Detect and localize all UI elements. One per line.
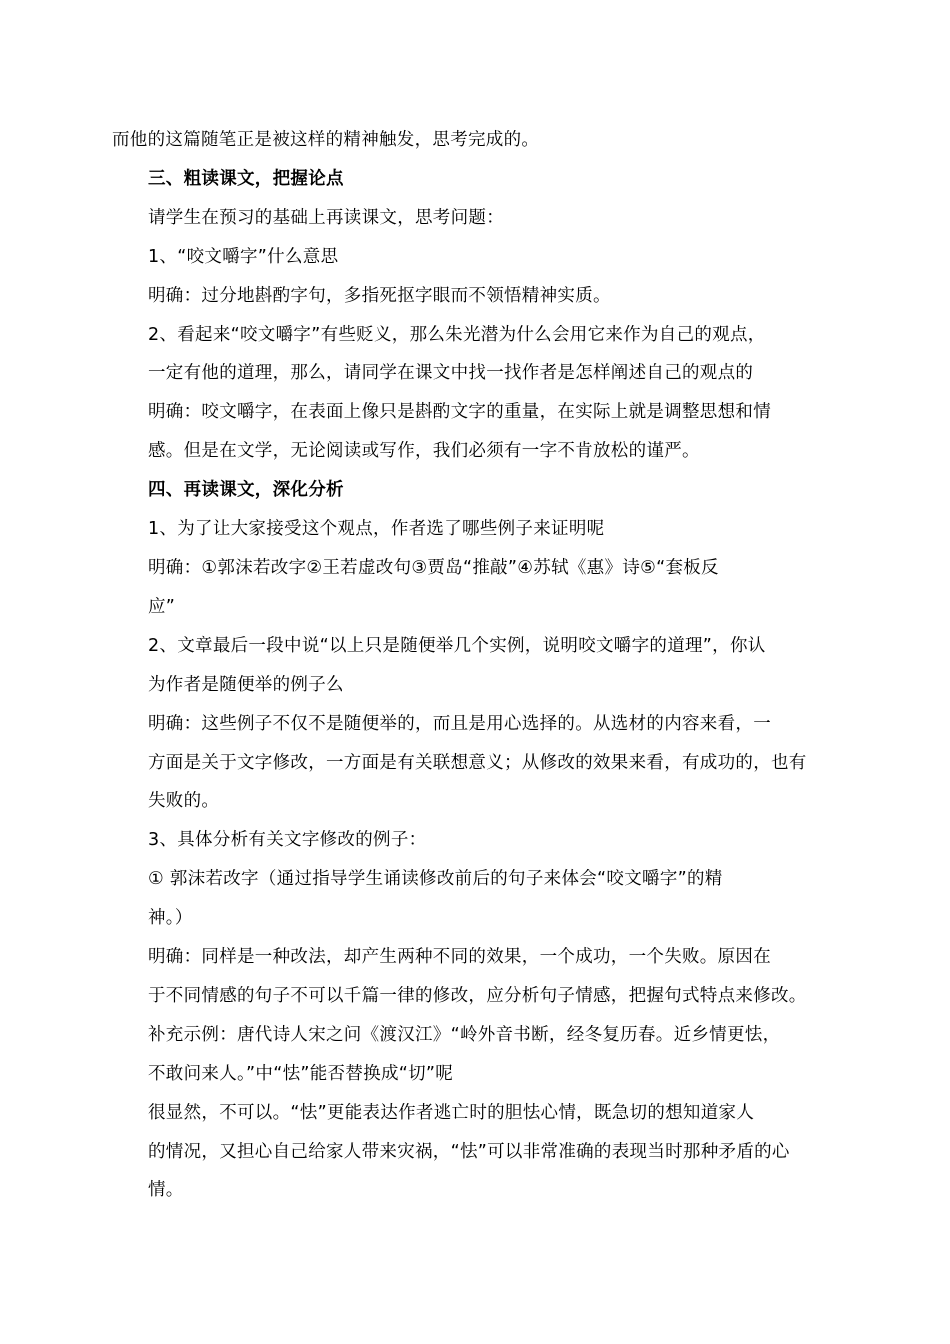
paragraph [112,393,838,471]
paragraph [112,121,838,160]
paragraph [112,277,838,316]
text-line: 补充示例：唐代诗人宋之问《渡汉江》“岭外音书断，经冬复历春。近乡情更怯， [148,1024,781,1045]
text-line: 2、看起来“咬文嚼字”有些贬义，那么朱光潜为什么会用它来作为自己的观点， [148,324,766,345]
paragraph [112,627,838,705]
text-line: 三、粗读课文，把握论点 [148,168,344,189]
section-heading [112,471,838,510]
paragraph [112,705,838,822]
text-line: 为作者是随便举的例子么 [148,674,344,695]
text-line: 1、“咬文嚼字”什么意思 [148,246,339,267]
text-line: 明确：这些例子不仅不是随便举的，而且是用心选择的。从选材的内容来看，一 [148,713,771,734]
text-line: 3、具体分析有关文字修改的例子： [148,830,427,851]
paragraph [112,938,838,1016]
document-body [112,121,838,1210]
text-line: 2、文章最后一段中说“以上只是随便举几个实例，说明咬文嚼字的道理”，你认 [148,635,766,656]
text-line: 感。但是在文学，无论阅读或写作，我们必须有一字不肯放松的谨严。 [148,441,700,462]
text-line: 的情况，又担心自己给家人带来灾祸，“怯”可以非常准确的表现当时那种矛盾的心 [148,1141,790,1162]
paragraph [112,1094,838,1211]
text-line: 1、为了让大家接受这个观点，作者选了哪些例子来证明呢 [148,519,605,540]
text-line: ① 郭沫若改字（通过指导学生诵读修改前后的句子来体会“咬文嚼字”的精 [148,869,723,890]
text-line: 应” [148,596,176,617]
paragraph [112,821,838,860]
text-line: 很显然，不可以。“怯”更能表达作者逃亡时的胆怯心情，既急切的想知道家人 [148,1102,755,1123]
text-line: 明确：过分地斟酌字句，多指死抠字眼而不领悟精神实质。 [148,285,611,306]
text-line: 于不同情感的句子不可以千篇一律的修改，应分析句子情感，把握句式特点来修改。 [148,985,807,1006]
text-line: 一定有他的道理，那么，请同学在课文中找一找作者是怎样阐述自己的观点的 [148,363,754,384]
text-line: 情。 [148,1180,184,1201]
paragraph [112,549,838,627]
text-line: 明确：同样是一种改法，却产生两种不同的效果，一个成功，一个失败。原因在 [148,947,771,968]
text-line: 请学生在预习的基础上再读课文，思考问题： [148,207,504,228]
text-line: 四、再读课文，深化分析 [148,480,344,501]
text-line: 失败的。 [148,791,220,812]
paragraph [112,1016,838,1094]
text-line: 明确：咬文嚼字，在表面上像只是斟酌文字的重量，在实际上就是调整思想和情 [148,402,771,423]
text-line: 方面是关于文字修改，一方面是有关联想意义；从修改的效果来看，有成功的，也有 [148,752,807,773]
paragraph [112,238,838,277]
section-heading [112,160,838,199]
text-line: 明确：①郭沫若改字②王若虚改句③贾岛“推敲”④苏轼《惠》诗⑤“套板反 [148,557,719,578]
paragraph [112,316,838,394]
text-line: 神。） [148,908,193,929]
text-line: 不敢问来人。”中“怯”能否替换成“切”呢 [148,1063,454,1084]
paragraph [112,860,838,938]
paragraph [112,510,838,549]
paragraph [112,199,838,238]
text-line: 而他的这篇随笔正是被这样的精神触发，思考完成的。 [112,130,540,150]
